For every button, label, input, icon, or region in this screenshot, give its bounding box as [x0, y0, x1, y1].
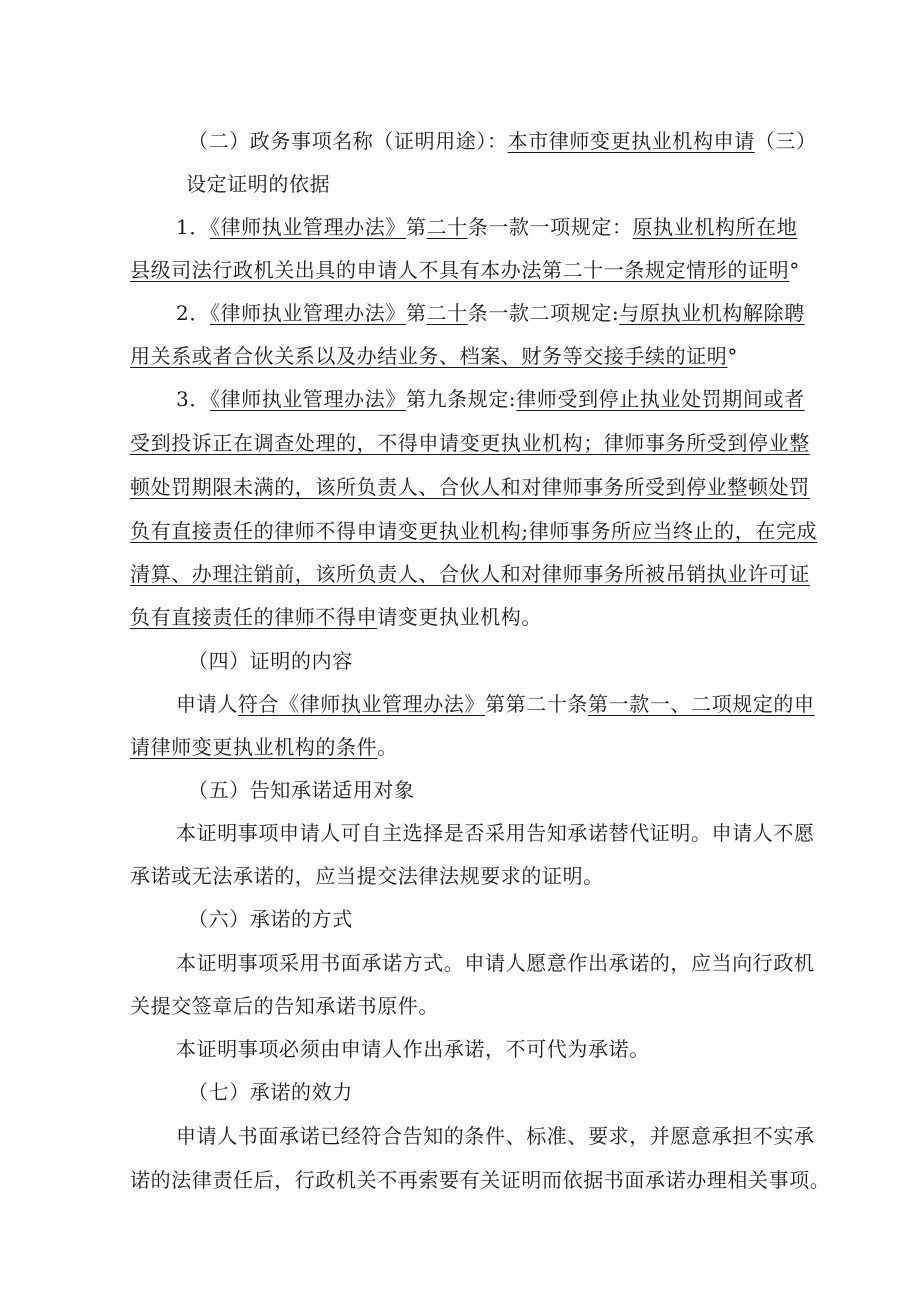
- text-run-underlined: 负有直接责任的律师不得申请变更执业机构;律师事务所应当终止的，在完成: [130, 519, 818, 543]
- line-method-c: [176, 1034, 650, 1064]
- text-run-underlined: 二十: [426, 215, 468, 239]
- text-run-underlined: 《律师执业管理办法》: [209, 215, 406, 239]
- line-basis-3b: [130, 428, 810, 458]
- text-run: 3．: [176, 387, 210, 411]
- text-run: （四）证明的内容: [188, 649, 353, 673]
- text-run: 承诺或无法承诺的，应当提交法律法规要求的证明。: [130, 864, 604, 888]
- text-run-underlined: 原执业机构所在地: [632, 215, 798, 239]
- line-method-b: [130, 991, 439, 1021]
- line-section-7-heading: [188, 1077, 353, 1107]
- line-section-3-heading: [186, 169, 330, 199]
- text-run: 第第二十条: [485, 692, 589, 716]
- text-run-underlined: 用关系或者合伙关系以及办结业务、档案、财务等交接手续的证明: [130, 344, 728, 368]
- line-section-6-heading: [188, 904, 353, 934]
- text-run: （六）承诺的方式: [188, 907, 353, 931]
- line-basis-3d: [130, 516, 817, 546]
- line-applicable-a: [176, 818, 815, 848]
- text-run: 条一款二项规定:: [467, 301, 620, 325]
- text-run-underlined: 受到投诉正在调查处理的，不得申请变更执业机构；律师事务所受到停业整: [130, 431, 810, 455]
- text-run: 1．: [176, 215, 210, 239]
- text-run-underlined: 清算、办理注销前，该所负责人、合伙人和对律师事务所被吊销执业许可证: [130, 562, 810, 586]
- line-applicable-b: [130, 861, 604, 891]
- text-run: 2．: [176, 301, 210, 325]
- line-effect-a: [176, 1121, 815, 1151]
- text-run: 设定证明的依据: [186, 172, 331, 196]
- line-content-a: [176, 689, 815, 719]
- text-run-underlined: 本市律师变更执业机构申请: [507, 129, 755, 153]
- text-run-underlined: 第一款一、二项规定的申: [588, 692, 815, 716]
- line-section-2-heading: [188, 126, 817, 156]
- line-effect-b: [130, 1165, 830, 1195]
- line-basis-3e: [130, 559, 810, 589]
- text-run: 申请人: [176, 692, 238, 716]
- text-run: （五）告知承诺适用对象: [188, 778, 415, 802]
- text-run-underlined: 请律师变更执业机构的条件: [130, 735, 378, 759]
- text-run-underlined: 县级司法行政机关出具的申请人不具有本办法第二十一条规定情形的证明: [130, 258, 790, 282]
- line-basis-2b: [130, 341, 738, 371]
- text-run: 本证明事项采用书面承诺方式。申请人愿意作出承诺的，应当向行政机: [176, 951, 815, 975]
- text-run-underlined: 顿处罚期限未满的，该所负责人、合伙人和对律师事务所受到停业整顿处罚: [130, 475, 810, 499]
- line-basis-3c: [130, 472, 810, 502]
- text-run-underlined: 负有直接责任的律师不得申: [130, 605, 378, 629]
- text-run: 第: [405, 215, 427, 239]
- text-run: 。: [377, 735, 398, 759]
- text-run: 本证明事项申请人可自主选择是否采用告知承诺替代证明。申请人不愿: [176, 821, 815, 845]
- text-run: 第九条规定:: [405, 387, 517, 411]
- text-run-underlined: 律师受到停止执业处罚期间或者: [516, 387, 805, 411]
- text-run-underlined: 《律师执业管理办法》: [209, 387, 406, 411]
- text-run: （二）政务事项名称（证明用途）：: [188, 129, 508, 153]
- text-run: 诺的法律责任后，行政机关不再索要有关证明而依据书面承诺办理相关事项。: [130, 1168, 831, 1192]
- line-basis-2a: [176, 298, 805, 328]
- text-run: 关提交签章后的告知承诺书原件。: [130, 994, 439, 1018]
- line-basis-3a: [176, 384, 805, 414]
- text-run: °: [789, 258, 800, 282]
- text-run-underlined: 二十: [426, 301, 468, 325]
- line-content-b: [130, 732, 398, 762]
- text-run: 申请人书面承诺已经符合告知的条件、标准、要求，并愿意承担不实承: [176, 1124, 815, 1148]
- text-run: 本证明事项必须由申请人作出承诺，不可代为承诺。: [176, 1037, 650, 1061]
- text-run: （七）承诺的效力: [188, 1080, 353, 1104]
- line-method-a: [176, 948, 815, 978]
- text-run: （三）: [754, 129, 817, 153]
- line-basis-3f: [130, 602, 542, 632]
- line-section-4-heading: [188, 646, 353, 676]
- text-run-underlined: 符合《律师执业管理办法》: [237, 692, 486, 716]
- text-run-underlined: 《律师执业管理办法》: [209, 301, 406, 325]
- text-run: 第: [405, 301, 427, 325]
- text-run-underlined: 与原执业机构解除聘: [619, 301, 805, 325]
- line-section-5-heading: [188, 775, 415, 805]
- line-basis-1b: [130, 255, 800, 285]
- text-run: 条一款一项规定：: [467, 215, 633, 239]
- line-basis-1a: [176, 212, 797, 242]
- text-run: °: [727, 344, 739, 368]
- text-run: 请变更执业机构。: [377, 605, 543, 629]
